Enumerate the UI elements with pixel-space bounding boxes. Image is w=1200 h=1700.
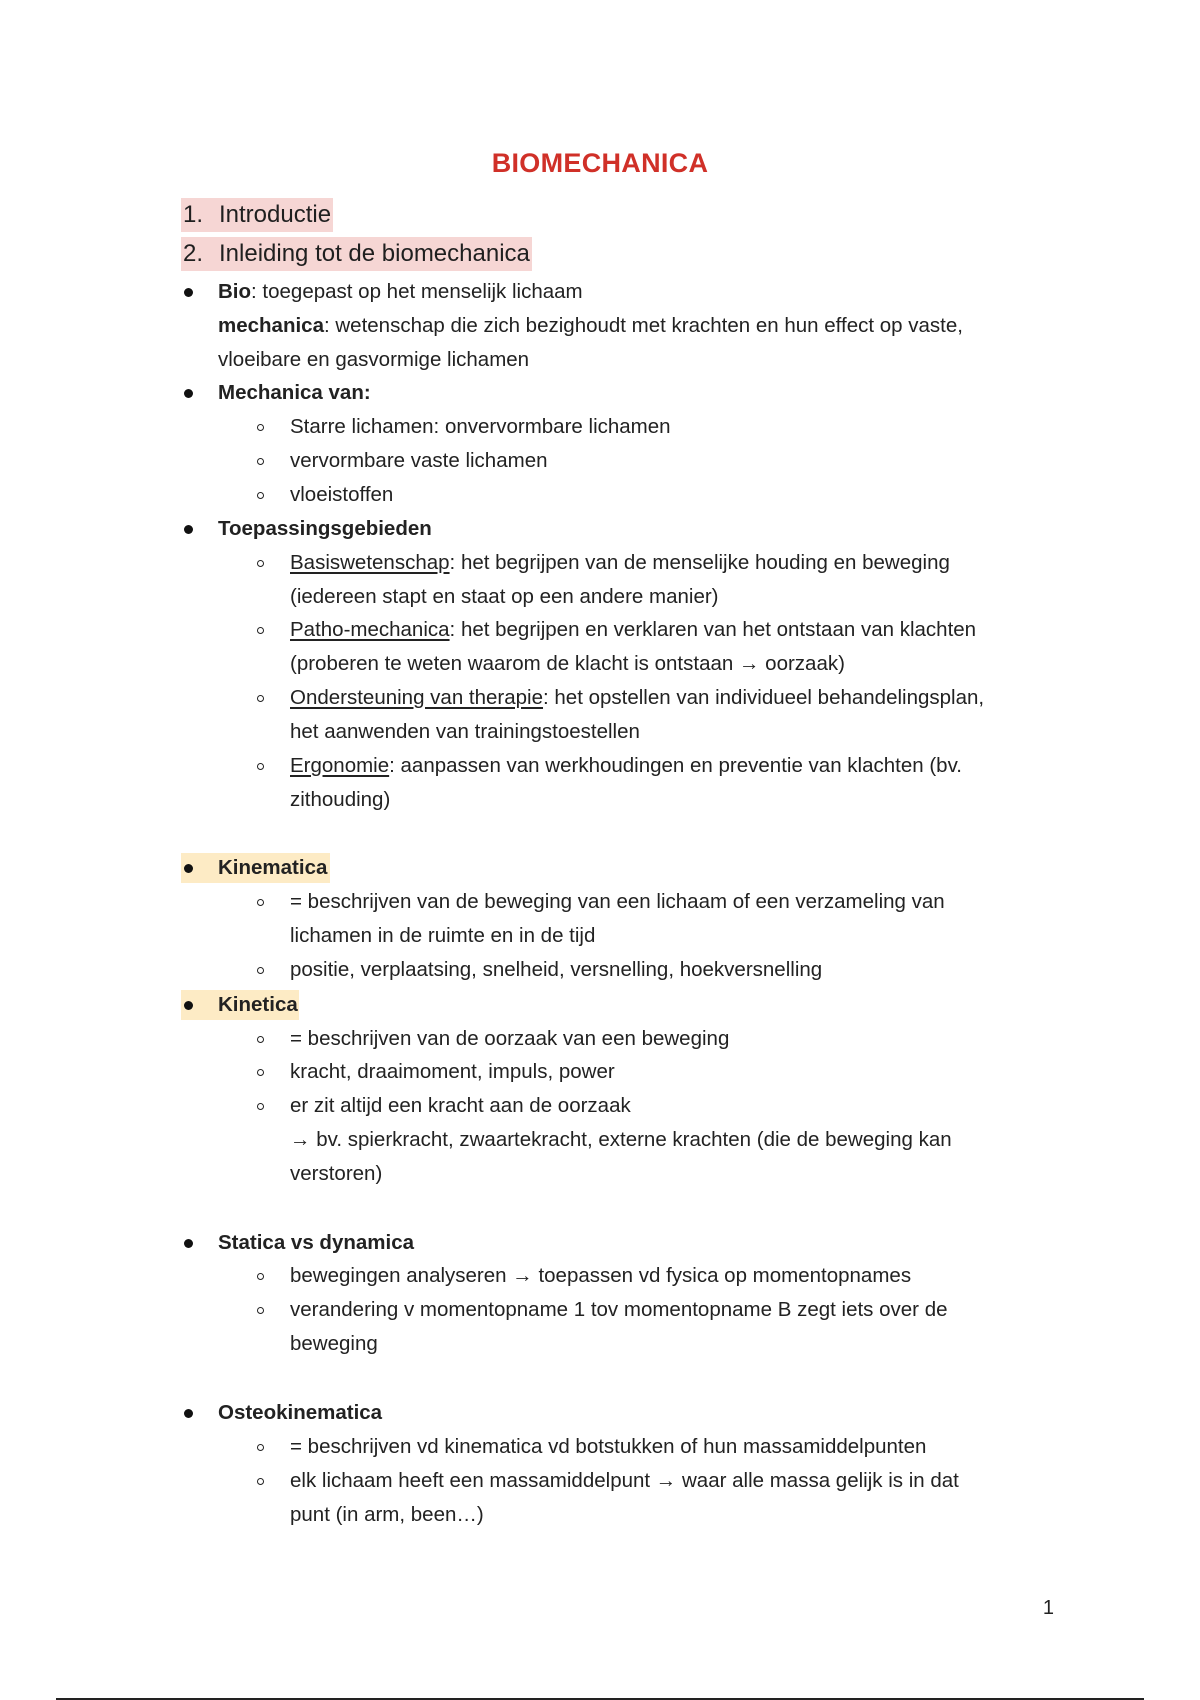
sub-bullet-icon bbox=[257, 1444, 264, 1451]
section-title-osteokinematica: Osteokinematica bbox=[218, 1401, 383, 1424]
heading-number: 2. bbox=[183, 240, 204, 267]
list-item-text: : het opstellen van individueel behandelingsplan, bbox=[543, 686, 985, 709]
sub-bullet-icon bbox=[257, 1103, 264, 1110]
sub-bullet-icon bbox=[257, 492, 264, 499]
list-item-continuation: zithouding) bbox=[290, 788, 391, 811]
sub-bullet-icon bbox=[257, 763, 264, 770]
section-title-toepassingsgebieden: Toepassingsgebieden bbox=[218, 517, 432, 540]
list-item-continuation: (proberen te weten waarom de klacht is ontstaan → oorzaak) bbox=[290, 652, 845, 675]
sub-bullet-icon bbox=[257, 424, 264, 431]
list-item-continuation: verstoren) bbox=[290, 1162, 383, 1185]
list-item-text: : het begrijpen en verklaren van het ontstaan van klachten bbox=[449, 618, 977, 641]
page-number: 1 bbox=[1042, 1597, 1054, 1619]
list-item: positie, verplaatsing, snelheid, versnelling, hoekversnelling bbox=[290, 958, 823, 981]
term-patho-mechanica: Patho-mechanica bbox=[290, 618, 450, 641]
term-basiswetenschap: Basiswetenschap bbox=[290, 551, 450, 574]
bullet-icon bbox=[184, 1001, 193, 1010]
sub-bullet-icon bbox=[257, 1307, 264, 1314]
list-item: = beschrijven van de oorzaak van een beweging bbox=[290, 1027, 730, 1050]
sub-bullet-icon bbox=[257, 1478, 264, 1485]
heading-text: Introductie bbox=[219, 201, 332, 228]
bullet-icon bbox=[184, 288, 193, 297]
list-item: = beschrijven van de beweging van een lichaam of een verzameling van bbox=[290, 890, 945, 913]
mechanica-term: mechanica bbox=[218, 314, 324, 337]
list-item: = beschrijven vd kinematica vd botstukken of hun massamiddelpunten bbox=[290, 1435, 927, 1458]
sub-bullet-icon bbox=[257, 967, 264, 974]
list-item: kracht, draaimoment, impuls, power bbox=[290, 1060, 615, 1083]
list-item bbox=[290, 615, 976, 645]
list-item-text: : aanpassen van werkhoudingen en preventie van klachten (bv. bbox=[389, 754, 962, 777]
list-item bbox=[290, 548, 950, 578]
bio-definition: : toegepast op het menselijk lichaam bbox=[251, 280, 583, 303]
term-ergonomie: Ergonomie bbox=[290, 754, 390, 777]
list-item-continuation: lichamen in de ruimte en in de tijd bbox=[290, 924, 596, 947]
bullet-icon bbox=[184, 1409, 193, 1418]
mechanica-line-2: vloeibare en gasvormige lichamen bbox=[218, 348, 530, 371]
heading-text: Inleiding tot de biomechanica bbox=[219, 240, 530, 267]
section-title-mechanica-van: Mechanica van: bbox=[218, 381, 371, 404]
section-title-kinetica: Kinetica bbox=[218, 993, 298, 1016]
list-item-continuation: (iedereen stapt en staat op een andere manier) bbox=[290, 585, 719, 608]
sub-bullet-icon bbox=[257, 1036, 264, 1043]
list-item-continuation: punt (in arm, been…) bbox=[290, 1503, 484, 1526]
list-item: vloeistoffen bbox=[290, 483, 394, 506]
list-item-text: : het begrijpen van de menselijke houding en beweging bbox=[449, 551, 950, 574]
term-ondersteuning-therapie: Ondersteuning van therapie bbox=[290, 686, 544, 709]
heading-number: 1. bbox=[183, 201, 204, 228]
bullet-icon bbox=[184, 1239, 193, 1248]
list-item-continuation: het aanwenden van trainingstoestellen bbox=[290, 720, 640, 743]
list-item: elk lichaam heeft een massamiddelpunt → waar alle massa gelijk is in dat bbox=[290, 1469, 959, 1492]
list-item-continuation: beweging bbox=[290, 1332, 378, 1355]
bullet-icon bbox=[184, 525, 193, 534]
section-title-kinematica: Kinematica bbox=[218, 856, 328, 879]
bio-line bbox=[218, 277, 583, 307]
mechanica-line bbox=[218, 311, 963, 341]
list-item-continuation: → bv. spierkracht, zwaartekracht, externe krachten (die de beweging kan bbox=[290, 1128, 952, 1151]
list-item bbox=[290, 683, 984, 713]
section-title-statica: Statica vs dynamica bbox=[218, 1231, 414, 1254]
sub-bullet-icon bbox=[257, 1069, 264, 1076]
sub-bullet-icon bbox=[257, 899, 264, 906]
heading-introductie bbox=[181, 198, 333, 232]
sub-bullet-icon bbox=[257, 1273, 264, 1280]
mechanica-definition: : wetenschap die zich bezighoudt met krachten en hun effect op vaste, bbox=[323, 314, 963, 337]
sub-bullet-icon bbox=[257, 695, 264, 702]
list-item: vervormbare vaste lichamen bbox=[290, 449, 548, 472]
sub-bullet-icon bbox=[257, 458, 264, 465]
list-item: verandering v momentopname 1 tov momentopname B zegt iets over de bbox=[290, 1298, 948, 1321]
sub-bullet-icon bbox=[257, 560, 264, 567]
bullet-icon bbox=[184, 389, 193, 398]
bio-term: Bio bbox=[218, 280, 252, 303]
list-item: bewegingen analyseren → toepassen vd fysica op momentopnames bbox=[290, 1264, 912, 1287]
bullet-icon bbox=[184, 864, 193, 873]
heading-inleiding bbox=[181, 237, 532, 271]
sub-bullet-icon bbox=[257, 627, 264, 634]
list-item bbox=[290, 751, 962, 781]
document-title: BIOMECHANICA bbox=[491, 148, 709, 178]
list-item: er zit altijd een kracht aan de oorzaak bbox=[290, 1094, 631, 1117]
list-item: Starre lichamen: onvervormbare lichamen bbox=[290, 415, 671, 438]
